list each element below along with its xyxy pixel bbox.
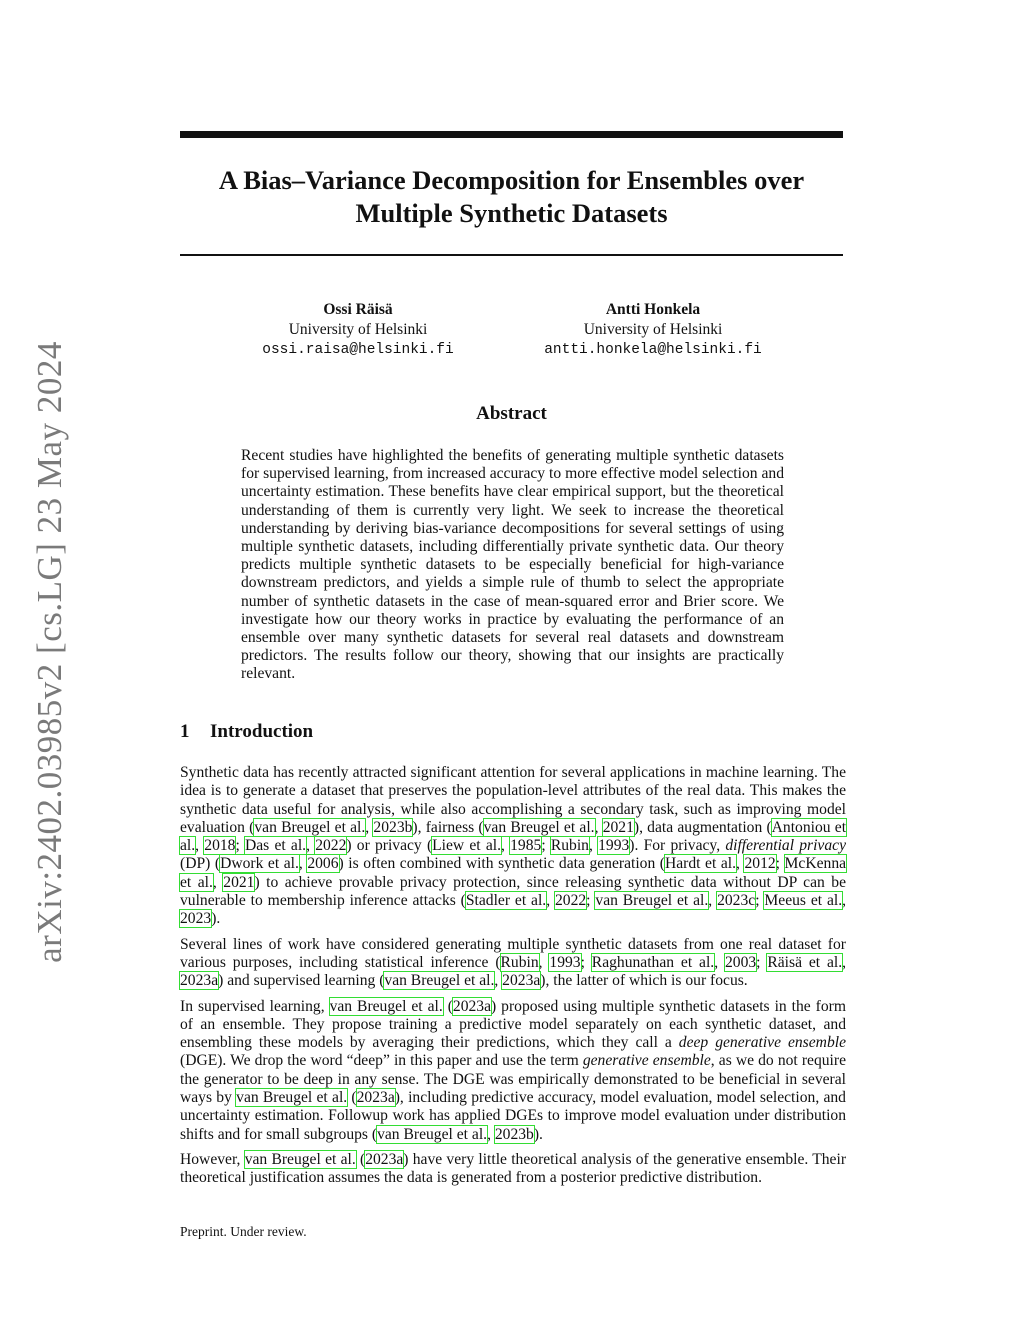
page-footer: Preprint. Under review. [180,1224,307,1239]
text-span: ; [235,837,245,855]
citation-link[interactable]: 2003 [724,953,757,971]
citation-link[interactable]: van Breugel et al. [329,997,443,1015]
citation-link[interactable]: 2023a [502,972,541,990]
citation-link[interactable]: Stadler et al. [465,892,547,910]
text-span: ). [211,910,221,928]
text-span: Synthetic data has recently attracted significant attention for several applications in machine learning. The idea is to generate a dataset that preserves the population-level attributes of the real data. This makes the synthetic data useful for analysis, while also accomplishing a secondary task, such as improving model evaluation ( [180,764,846,836]
text-span: (DP) ( [180,855,221,873]
citation-link[interactable]: 2021 [602,818,634,836]
citation-link[interactable]: van Breugel et al. [384,972,495,990]
citation-link[interactable]: 2023a [365,1150,404,1168]
text-span: ) proposed using multiple synthetic datasets in the form of an ensemble. They propose training a predictive model separately on each synthetic dataset, and ensembling these models by averaging their predictions, which they call a [180,997,846,1052]
text-span: ; [755,892,765,910]
paragraph-4 [180,1151,846,1188]
text-span: , [736,855,745,873]
text-span: ) have very little theoretical analysis of the generative ensemble. Their theoretical justification assumes the data is generated from a posterior predictive distribution. [180,1150,847,1187]
text-span: , as we do not require the generator to be deep in any sense. The DGE was empirically demonstrated to be beneficial in several ways by [180,1052,846,1107]
citation-link[interactable]: 2023a [452,997,492,1015]
text-span: In supervised learning, [180,997,330,1015]
text-span: ; [756,953,768,971]
citation-link[interactable]: Antoniou et al. [180,818,847,855]
text-span: , [842,892,847,910]
author-name: Ossi Räisä [323,301,393,318]
citation-link[interactable]: 1993 [598,837,630,855]
arxiv-identifier-stamp [30,0,70,1325]
paper-title [180,164,843,230]
citation-link[interactable]: Dwork et al. [220,855,299,873]
citation-link[interactable]: Raghunathan et al. [591,953,715,971]
text-span: , [546,892,555,910]
citation-link[interactable]: van Breugel et al. [595,892,709,910]
citation-link[interactable]: 2021 [223,873,255,891]
text-span: (DGE). We drop the word “deep” in this paper and use the term [180,1052,583,1070]
text-span: ( [355,1150,366,1168]
text-span: ( [442,997,453,1015]
citation-link[interactable]: van Breugel et al. [254,818,366,836]
text-span: , [298,855,308,873]
paragraph-3 [180,998,846,1144]
citation-link[interactable]: van Breugel et al. [483,818,595,836]
title-line-2: Multiple Synthetic Datasets [355,198,668,228]
author-email: antti.honkela@helsinki.fi [544,342,762,358]
emphasis-text: generative ensemble [582,1052,711,1070]
text-span: , [501,837,511,855]
citation-link[interactable]: 2022 [554,892,587,910]
citation-link[interactable]: Meeus et al. [764,892,843,910]
title-line-1: A Bias–Variance Decomposition for Ensembles over [218,165,805,195]
text-span: ), including predictive accuracy, model evaluation, model selection, and uncertainty estimation. Followup work has applied DGEs to improve model evaluation under distribution shifts and for small subgroups ( [180,1089,846,1143]
text-span: However, [180,1150,245,1168]
text-span: , [212,873,224,891]
text-span: ). [533,1125,543,1143]
text-span: ) or privacy ( [346,837,433,855]
citation-link[interactable]: 2023c [717,892,756,910]
text-span: , [494,972,503,990]
citation-link[interactable]: 2012 [744,855,776,873]
citation-link[interactable]: 2006 [307,855,339,873]
citation-link[interactable]: Das et al. [245,837,307,855]
text-span: , [842,953,847,971]
section-heading-introduction [180,721,313,743]
author-affiliation: University of Helsinki [288,321,428,338]
text-span: , [195,837,205,855]
text-span: ; [541,837,551,855]
citation-link[interactable]: 2023a [180,972,219,990]
text-span: ), data augmentation ( [633,818,772,836]
citation-link[interactable]: 1993 [549,953,581,971]
citation-link[interactable]: McKenna et al. [180,855,847,891]
citation-link[interactable]: 2023b [494,1125,534,1143]
text-span: , [594,818,603,836]
citation-link[interactable]: Hardt et al. [665,855,737,873]
paragraph-1 [180,764,846,929]
text-span: Several lines of work have considered generating multiple synthetic datasets from one real dataset for various purposes, including statistical inference ( [180,935,846,971]
paragraph-2 [180,936,846,991]
text-span: ; [586,892,596,910]
citation-link[interactable]: 2023b [373,818,413,836]
introduction-body [180,764,846,1195]
citation-link[interactable]: 2018 [204,837,236,855]
text-span: ( [347,1089,357,1107]
title-top-rule [180,131,843,138]
arxiv-identifier-text: arXiv:2402.03985v2 [cs.LG] 23 May 2024 [30,341,69,963]
text-span: , [487,1125,495,1143]
author-block-2 [503,300,803,360]
author-name: Antti Honkela [605,301,701,318]
text-span: , [708,892,718,910]
section-number: 1 [180,721,190,742]
text-span: , [588,837,599,855]
citation-link[interactable]: Räisä et al. [767,953,843,971]
emphasis-text: deep generative ensemble [678,1034,846,1052]
citation-link[interactable]: van Breugel et al. [236,1089,348,1107]
text-span: ), the latter of which is our focus. [540,972,748,990]
text-span: ), fairness ( [412,818,484,836]
text-span: ). For privacy, [629,837,726,855]
author-affiliation: University of Helsinki [583,321,723,338]
emphasis-text: differential privacy [725,837,846,855]
text-span: , [714,953,725,971]
text-span: ; [775,855,785,873]
abstract-heading: Abstract [476,403,547,424]
section-title: Introduction [210,721,314,742]
citation-link[interactable]: Liew et al. [432,837,502,855]
text-span: ) is often combined with synthetic data generation ( [338,855,665,873]
text-span: , [538,953,550,971]
title-bottom-rule [180,254,843,256]
text-span: , [306,837,316,855]
text-span: ) and supervised learning ( [218,972,385,990]
citation-link[interactable]: van Breugel et al. [244,1150,356,1168]
citation-link[interactable]: Rubin [550,837,589,855]
citation-link[interactable]: 2023 [180,910,212,928]
author-block-1 [208,300,508,360]
citation-link[interactable]: 1985 [510,837,542,855]
text-span: ) to achieve provable privacy protection, since releasing synthetic data without DP can be vulnerable to membership inference attacks ( [180,873,846,910]
citation-link[interactable]: Rubin [500,953,539,971]
citation-link[interactable]: van Breugel et al. [377,1125,488,1143]
citation-link[interactable]: 2023a [356,1089,395,1107]
text-span: ; [580,953,592,971]
citation-link[interactable]: 2022 [315,837,347,855]
text-span: , [365,818,374,836]
author-email: ossi.raisa@helsinki.fi [262,342,454,358]
abstract-text: Recent studies have highlighted the benefits of generating multiple synthetic datasets for supervised learning, from increased accuracy to more effective model selection and uncertainty estimation. These benefits have clear empirical support, but the theoretical understanding of them is currently very light. We seek to increase the theoretical understanding by deriving bias-variance decompositions for several settings of using multiple synthetic datasets, including differentially private synthetic data. Our theory predicts multiple synthetic datasets to be especially beneficial for high-variance downstream predictors, and yields a simple rule of thumb to select the appropriate number of synthetic datasets in the case of mean-squared error and Brier score. We investigate how our theory works in practice by evaluating the performance of an ensemble over many synthetic datasets for several real datasets and downstream predictors. The results follow our theory, showing that our insights are practically relevant. [241,447,784,683]
